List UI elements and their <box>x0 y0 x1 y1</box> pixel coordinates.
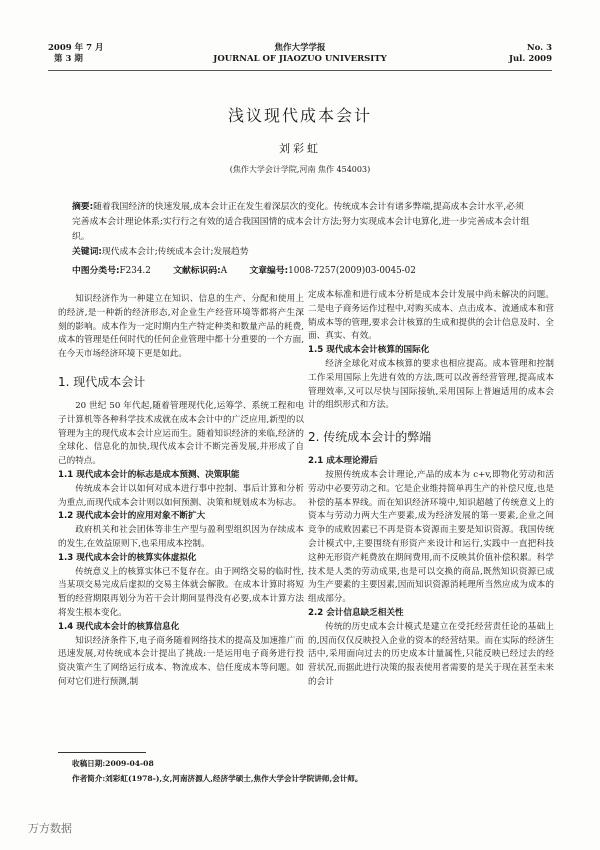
article-no-label: 文章编号: <box>249 266 289 276</box>
continued-paragraph: 定成本标准和进行成本分析是成本会计发展中尚未解决的问题。二是电子商务运作过程中,对购买成本、点击成本、流通成本和营销成本等的管理,要求会计核算的生成和提供的会计信息及时、全面、真实、有效。 <box>308 290 554 342</box>
subsection-1-4-paragraph: 知识经济条件下,电子商务随着网络技术的提高及加速推广而迅速发展,对传统成本会计提出了挑战:一是运用电子商务进行投资决策产生了网络运行成本、物流成本、信任度成本等问题。如何对它们进行预测,制 <box>58 635 304 687</box>
footnote-author-bio: 作者简介:刘彩虹(1978-),女,河南济源人,经济学硕士,焦作大学会计学院讲师,会计师。 <box>72 774 363 783</box>
abstract <box>72 200 532 260</box>
subsection-2-2-paragraph: 传统的历史成本会计模式是建立在受托经营责任论的基础上的,因而仅仅反映投入企业的资本的经营结果。而在实际的经济生活中,采用面向过去的历史成本计量属性,只能反映已经过去的经营状况,而据此进行决策的报表使用者需要的是关于现在甚至未来的会计 <box>308 621 554 687</box>
journal-name-cn: 焦作大学学报 <box>274 43 326 53</box>
subsection-1-5-heading: 1.5 现代成本会计核算的国际化 <box>308 345 430 356</box>
abstract-label: 摘要: <box>72 202 94 212</box>
article-title: 浅议现代成本会计 <box>227 106 372 125</box>
section-2-heading: 2. 传统成本会计的弊端 <box>308 430 432 445</box>
footnote-rule <box>58 752 146 753</box>
intro-paragraph: 知识经济作为一种建立在知识、信息的生产、分配和使用上的经济,是一种新的经济形态,对企业生产经营环境等都将产生深刻的影响。成本作为一定时期内生产特定种类和数量产品的耗费,成本的管理是任何时代的任何企业管理中都十分重要的一个方面,在今天市场经济环境下更是如此。 <box>58 294 304 360</box>
article-author: 刘彩虹 <box>279 142 321 155</box>
left-column <box>58 293 304 690</box>
header-number: No. 3 <box>526 43 552 53</box>
subsection-1-1-paragraph: 传统成本会计以如何对成本进行事中控制、事后计算和分析为重点,而现代成本会计则以如何预测、决策和规划成本为标志。 <box>58 483 304 508</box>
classification-line <box>72 263 416 276</box>
header-month: Jul. 2009 <box>508 54 552 64</box>
subsection-2-1-heading: 2.1 成本理论滞后 <box>308 456 378 467</box>
subsection-1-2-paragraph: 政府机关和社会团体等非生产型与盈利型组织因为存续成本的发生,在效益原则下,也采用成本控制。 <box>58 525 304 549</box>
header-rule <box>48 70 552 71</box>
doc-code-label: 文献标识码: <box>173 266 221 276</box>
header-right <box>509 43 552 65</box>
subsection-1-1-heading: 1.1 现代成本会计的标志是成本预测、决策职能 <box>58 469 240 480</box>
header-date: 2009 年 7 月 <box>48 43 104 53</box>
footnote-received-date: 收稿日期:2009-04-08 <box>72 759 154 768</box>
subsection-1-4-heading: 1.4 现代成本会计的核算信息化 <box>58 621 180 632</box>
running-header <box>48 43 552 73</box>
journal-name-en: JOURNAL OF JIAOZUO UNIVERSITY <box>213 54 387 64</box>
subsection-1-5-paragraph: 经济全球化对成本核算的要求也相应提高。成本管理和控制工作采用国际上先进有效的方法,既可以改善经营管理,提高成本管理效率,又可以尽快与国际接轨,采用国际上普遍适用的成本会计的组织形式和方法。 <box>308 358 554 411</box>
keywords-text: 现代成本会计;传统成本会计;发展趋势 <box>101 247 249 257</box>
keywords-label: 关键词: <box>72 247 102 257</box>
author-affiliation: (焦作大学会计学院,河南 焦作 454003) <box>229 165 371 174</box>
section-1-paragraph: 20 世纪 50 年代起,随着管理现代化,运筹学、系统工程和电子计算机等各种科学技术成就在成本会计中的广泛应用,新型的以管理为主的现代成本会计应运而生。随着知识经济的来临,经济的全球化、信息化的加快,现代成本会计不断完善发展,并形成了自己的特点。 <box>58 400 304 467</box>
section-1-heading: 1. 现代成本会计 <box>58 374 146 389</box>
subsection-2-2-heading: 2.2 会计信息缺乏相关性 <box>308 607 404 618</box>
header-issue: 第 3 期 <box>54 54 83 64</box>
subsection-1-2-heading: 1.2 现代成本会计的应用对象不断扩大 <box>58 511 206 522</box>
doc-code-value: A <box>220 266 228 276</box>
clc-label: 中图分类号: <box>72 266 120 276</box>
watermark: 万方数据 <box>28 822 72 835</box>
subsection-2-1-paragraph: 按照传统成本会计理论,产品的成本为 c+v,即物化劳动和活劳动中必要劳动之和。它是企业维持简单再生产的补偿尺度,也是补偿的基本界线。而在知识经济环境中,知识超越了传统意义上的资本与劳动力两大生产要素,成为经济发展的第一要素,企业之间竞争的成败因素已不再是资本资源而主要是知识资源。我国传统会计模式中,主要围绕有形资产来设计和运行,实践中一直把科技这种无形资产耗费放在期间费用,而不反映其价值补偿积累。科学技术是人类的劳动成果,也是可以交换的商品,既然知识资源已成为生产要素的主要因素,因而知识资源消耗理所当然应成为成本的组成部分。 <box>308 469 554 605</box>
keywords <box>72 245 532 260</box>
abstract-text: 随着我国经济的快速发展,成本会计正在发生着深层次的变化。传统成本会计有诸多弊端,提高成本会计水平,必须完善成本会计理论体系;实行行之有效的适合我国国情的成本会计方法;努力实现成本会计电算化,进一步完善成本会计组织。 <box>72 202 530 242</box>
right-column <box>308 289 554 690</box>
article-no-value: 1008-7257(2009)03-0045-02 <box>288 266 416 276</box>
subsection-1-3-paragraph: 传统意义上的核算实体已不复存在。由于网络交易的临时性,当某项交易完成后虚拟的交易主体就会解散。在成本计算时将短暂的经营期限再划分为若干会计期间显得没有必要,成本计算方法将发生根本变化。 <box>58 566 304 618</box>
clc-value: F234.2 <box>119 266 151 276</box>
header-center <box>48 43 552 65</box>
subsection-1-3-heading: 1.3 现代成本会计的核算实体虚拟化 <box>58 552 197 563</box>
